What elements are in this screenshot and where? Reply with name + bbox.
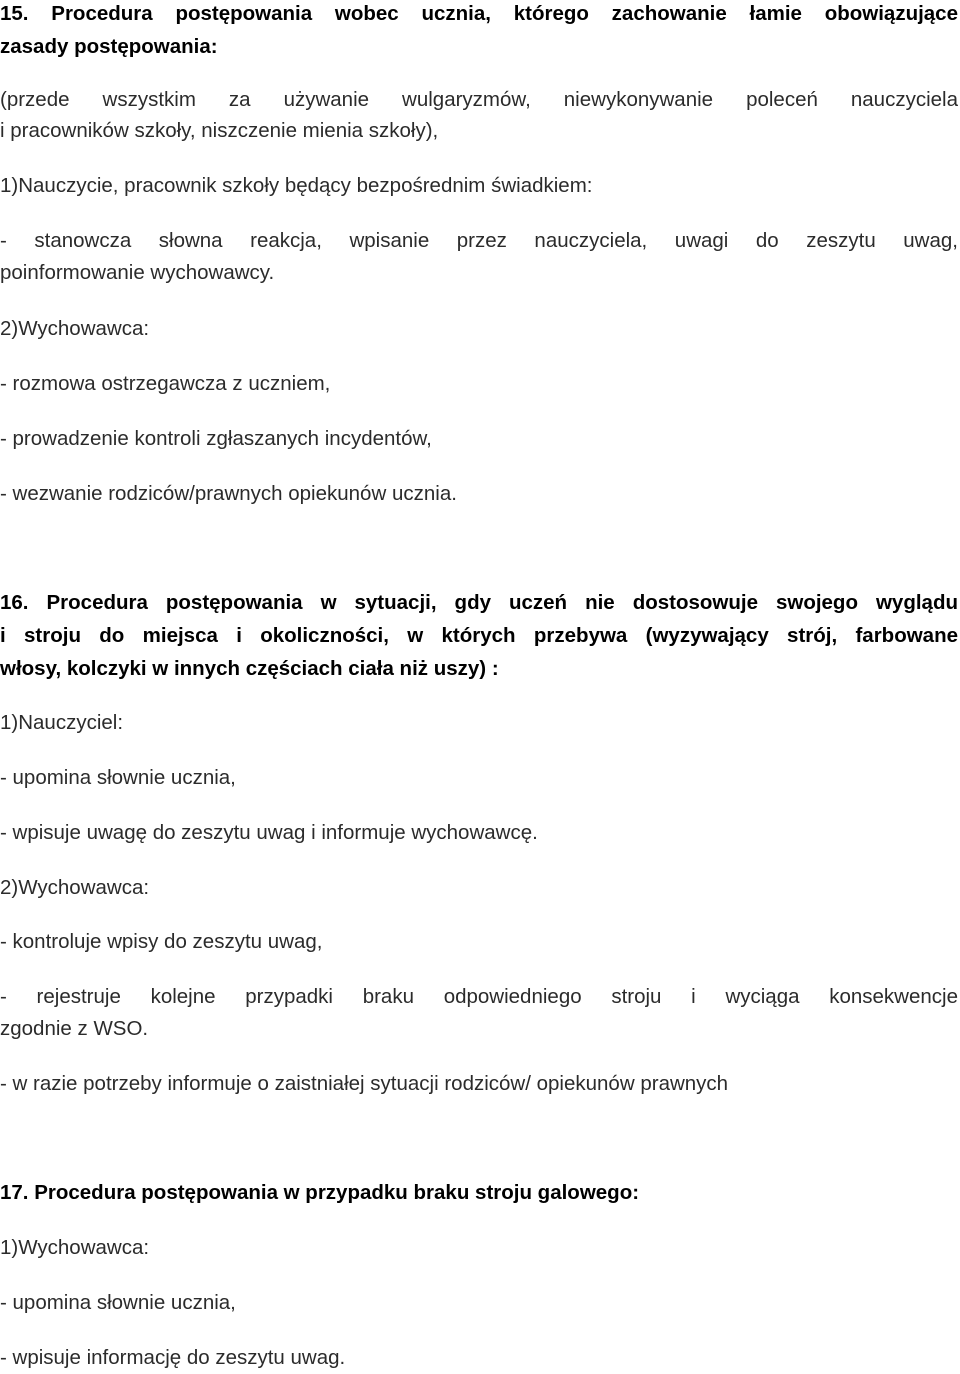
section-17-point-1-title: 1)Wychowawca: — [0, 1236, 150, 1259]
section-16-heading-line-3: włosy, kolczyki w innych częściach ciała niż uszy) : — [0, 657, 499, 680]
section-16-point-2-item-1: - kontroluje wpisy do zeszytu uwag, — [0, 930, 323, 953]
section-15-point-2-title: 2)Wychowawca: — [0, 317, 150, 340]
section-15-intro-line-1: (przede wszystkim za używanie wulgaryzmów, niewykonywanie poleceń nauczyciela — [0, 88, 958, 111]
section-15-point-2-item: - wezwanie rodziców/prawnych opiekunów ucznia. — [0, 482, 457, 505]
section-17-point-1-item: - wpisuje informację do zeszytu uwag. — [0, 1346, 346, 1369]
section-15-heading-line-2: zasady postępowania: — [0, 35, 218, 58]
section-17-heading: 17. Procedura postępowania w przypadku braku stroju galowego: — [0, 1181, 640, 1204]
section-16-point-2-item-3: - w razie potrzeby informuje o zaistniałej sytuacji rodziców/ opiekunów prawnych — [0, 1072, 729, 1095]
section-15-point-2-item: - prowadzenie kontroli zgłaszanych incydentów, — [0, 427, 432, 450]
section-16-heading-line-2: i stroju do miejsca i okoliczności, w których przebywa (wyzywający strój, farbowane — [0, 624, 958, 647]
section-16-point-2-item-2-line-2: zgodnie z WSO. — [0, 1017, 149, 1040]
section-15-point-1-item-line-2: poinformowanie wychowawcy. — [0, 261, 275, 284]
section-15-point-1-title: 1)Nauczycie, pracownik szkoły będący bezpośrednim świadkiem: — [0, 174, 593, 197]
section-15-point-2-item: - rozmowa ostrzegawcza z uczniem, — [0, 372, 331, 395]
section-16-point-1-item: - wpisuje uwagę do zeszytu uwag i informuje wychowawcę. — [0, 821, 538, 844]
section-15-heading-line-1: 15. Procedura postępowania wobec ucznia, którego zachowanie łamie obowiązujące — [0, 2, 958, 25]
section-15-intro-line-2: i pracowników szkoły, niszczenie mienia szkoły), — [0, 119, 439, 142]
section-16-heading-line-1: 16. Procedura postępowania w sytuacji, gdy uczeń nie dostosowuje swojego wyglądu — [0, 591, 958, 614]
section-16-point-2-item-2-line-1: - rejestruje kolejne przypadki braku odpowiedniego stroju i wyciąga konsekwencje — [0, 985, 958, 1008]
section-15-point-1-item-line-1: - stanowcza słowna reakcja, wpisanie przez nauczyciela, uwagi do zeszytu uwag, — [0, 229, 958, 252]
section-17-point-1-item: - upomina słownie ucznia, — [0, 1291, 236, 1314]
section-16-point-1-title: 1)Nauczyciel: — [0, 711, 124, 734]
section-16-point-2-title: 2)Wychowawca: — [0, 876, 150, 899]
section-16-point-1-item: - upomina słownie ucznia, — [0, 766, 236, 789]
